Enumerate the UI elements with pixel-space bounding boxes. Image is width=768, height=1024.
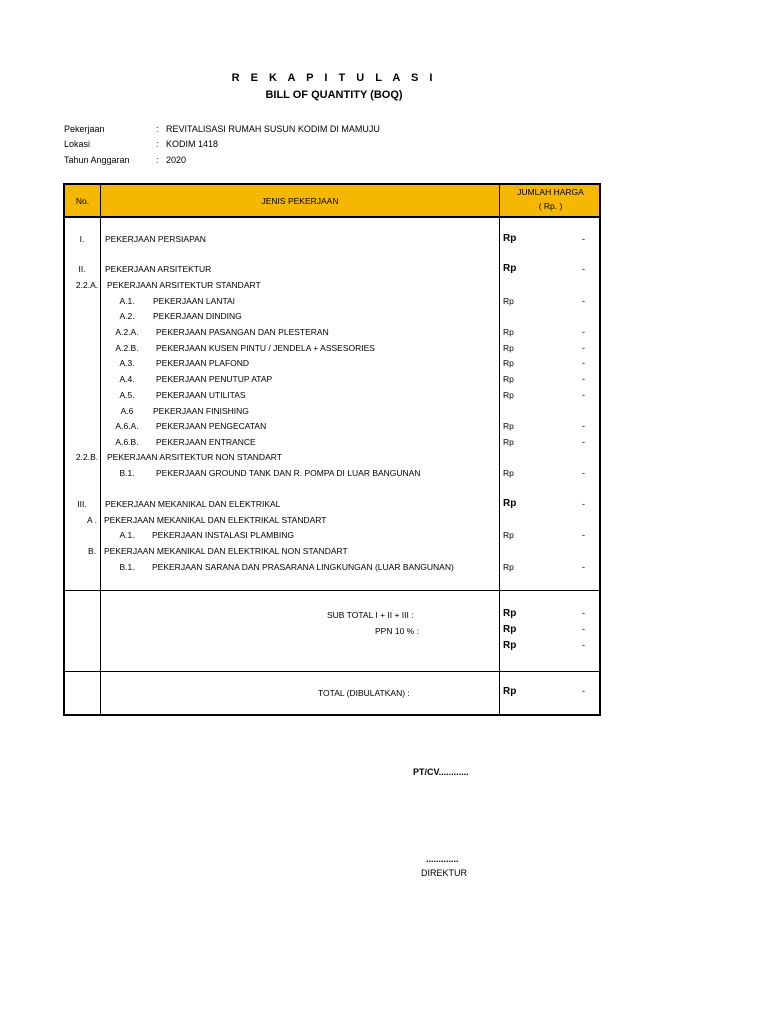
- ppn-rp: Rp: [503, 624, 517, 635]
- row-description: PEKERJAAN UTILITAS: [156, 390, 246, 400]
- row-amount: -: [582, 562, 585, 572]
- header-jenis-pekerjaan: JENIS PEKERJAAN: [261, 196, 339, 206]
- row-amount: -: [582, 437, 585, 447]
- row-amount: -: [582, 327, 585, 337]
- row-currency: Rp: [503, 374, 514, 384]
- row-amount: -: [582, 374, 585, 384]
- row-number: 2.2.B.: [75, 452, 99, 462]
- row-amount: -: [582, 264, 585, 274]
- meta-value-pekerjaan: REVITALISASI RUMAH SUSUN KODIM DI MAMUJU: [166, 124, 380, 134]
- row-amount: -: [582, 296, 585, 306]
- header-rp-unit: ( Rp. ): [538, 201, 563, 211]
- row-amount: -: [582, 234, 585, 244]
- row-description: PEKERJAAN SARANA DAN PRASARANA LINGKUNGAN (LUAR BANGUNAN): [152, 562, 454, 572]
- row-currency: Rp: [503, 263, 517, 274]
- row-description: PEKERJAAN ENTRANCE: [156, 437, 256, 447]
- meta-label-tahun: Tahun Anggaran: [64, 155, 130, 165]
- total-label: TOTAL (DIBULATKAN) :: [318, 688, 410, 698]
- ppn-value: -: [582, 624, 585, 634]
- subtotal-rp: Rp: [503, 608, 517, 619]
- grand-rp: Rp: [503, 640, 517, 651]
- row-number: II.: [78, 264, 86, 274]
- row-description: PEKERJAAN PLAFOND: [156, 358, 250, 368]
- header-jumlah-harga: JUMLAH HARGA: [517, 187, 584, 197]
- row-number: A.5.: [119, 390, 135, 400]
- row-currency: Rp: [503, 468, 514, 478]
- row-number: III.: [77, 499, 87, 509]
- row-description: PEKERJAAN MEKANIKAL DAN ELEKTRIKAL: [105, 499, 281, 509]
- row-number: A.1.: [119, 530, 135, 540]
- row-number: B.1.: [119, 468, 135, 478]
- meta-value-lokasi: KODIM 1418: [166, 139, 219, 149]
- meta-sep-lokasi: :: [156, 139, 159, 149]
- row-description: PEKERJAAN GROUND TANK DAN R. POMPA DI LUAR BANGUNAN: [156, 468, 421, 478]
- row-amount: -: [582, 358, 585, 368]
- row-currency: Rp: [503, 498, 517, 509]
- row-currency: Rp: [503, 390, 514, 400]
- row-number: A.6: [120, 406, 134, 416]
- row-description: PEKERJAAN FINISHING: [153, 406, 249, 416]
- row-description: PEKERJAAN PENGECATAN: [156, 421, 267, 431]
- row-description: PEKERJAAN ARSITEKTUR STANDART: [107, 280, 261, 290]
- row-amount: -: [582, 343, 585, 353]
- row-amount: -: [582, 421, 585, 431]
- subtotal-label: SUB TOTAL I + II + III :: [327, 610, 414, 620]
- row-description: PEKERJAAN PASANGAN DAN PLESTERAN: [156, 327, 329, 337]
- row-description: PEKERJAAN INSTALASI PLAMBING: [152, 530, 295, 540]
- row-description: PEKERJAAN PENUTUP ATAP: [156, 374, 273, 384]
- boq-table: [63, 183, 601, 716]
- header-no: No.: [75, 196, 90, 206]
- row-description: PEKERJAAN KUSEN PINTU / JENDELA + ASSESORIES: [156, 343, 375, 353]
- row-description: PEKERJAAN MEKANIKAL DAN ELEKTRIKAL STANDART: [104, 515, 327, 525]
- row-number: B.: [87, 546, 97, 556]
- page-title: R E K A P I T U L A S I: [231, 72, 437, 84]
- row-currency: Rp: [503, 358, 514, 368]
- total-rp: Rp: [503, 686, 517, 697]
- row-amount: -: [582, 499, 585, 509]
- total-value: -: [582, 686, 585, 696]
- row-amount: -: [582, 390, 585, 400]
- signature-name: .............: [426, 854, 459, 864]
- meta-label-pekerjaan: Pekerjaan: [64, 124, 105, 134]
- row-number: 2.2.A.: [75, 280, 99, 290]
- row-divider-subtotal: [65, 590, 599, 591]
- row-description: PEKERJAAN ARSITEKTUR NON STANDART: [107, 452, 282, 462]
- row-number: A.1.: [119, 296, 135, 306]
- row-amount: -: [582, 468, 585, 478]
- row-currency: Rp: [503, 327, 514, 337]
- subtotal-value: -: [582, 608, 585, 618]
- row-currency: Rp: [503, 421, 514, 431]
- row-number: I.: [79, 234, 85, 244]
- row-description: PEKERJAAN DINDING: [153, 311, 242, 321]
- grand-value: -: [582, 640, 585, 650]
- meta-sep-tahun: :: [156, 155, 159, 165]
- row-currency: Rp: [503, 530, 514, 540]
- row-number: A.2.B.: [115, 343, 139, 353]
- ppn-label: PPN 10 % :: [375, 626, 419, 636]
- row-currency: Rp: [503, 233, 517, 244]
- row-number: A.6.B.: [115, 437, 139, 447]
- row-number: A.3.: [119, 358, 135, 368]
- row-number: A.2.A.: [115, 327, 139, 337]
- row-currency: Rp: [503, 437, 514, 447]
- row-number: B.1.: [119, 562, 135, 572]
- row-number: A.4.: [119, 374, 135, 384]
- row-number: A.6.A.: [115, 421, 139, 431]
- col-divider-jumlah: [499, 185, 500, 714]
- signature-company: PT/CV............: [413, 767, 469, 777]
- signature-position: DIREKTUR: [421, 868, 468, 878]
- row-description: PEKERJAAN PERSIAPAN: [105, 234, 206, 244]
- meta-label-lokasi: Lokasi: [64, 139, 91, 149]
- row-description: PEKERJAAN LANTAI: [153, 296, 236, 306]
- page-subtitle: BILL OF QUANTITY (BOQ): [265, 89, 403, 101]
- row-currency: Rp: [503, 296, 514, 306]
- meta-value-tahun: 2020: [166, 155, 187, 165]
- row-currency: Rp: [503, 343, 514, 353]
- row-description: PEKERJAAN ARSITEKTUR: [105, 264, 212, 274]
- row-amount: -: [582, 530, 585, 540]
- meta-sep-pekerjaan: :: [156, 124, 159, 134]
- row-number: A .: [87, 515, 97, 525]
- row-currency: Rp: [503, 562, 514, 572]
- row-number: A.2.: [119, 311, 135, 321]
- row-divider-total: [65, 671, 599, 672]
- col-divider-no: [100, 185, 101, 714]
- row-description: PEKERJAAN MEKANIKAL DAN ELEKTRIKAL NON STANDART: [104, 546, 348, 556]
